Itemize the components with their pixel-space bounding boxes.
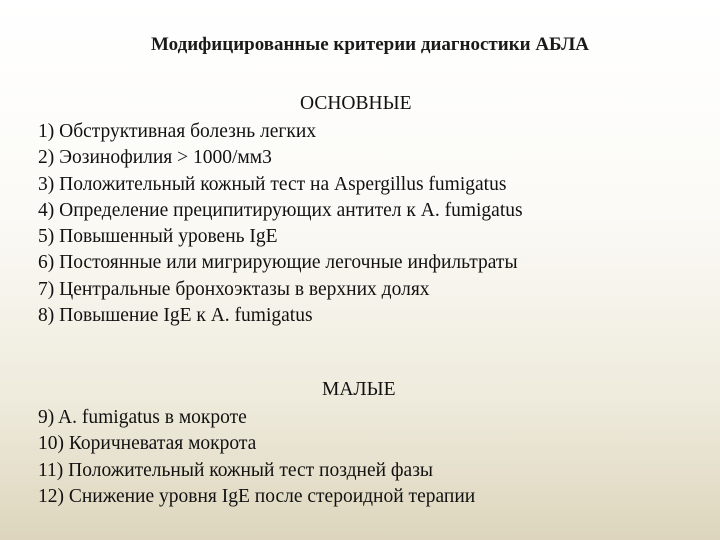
slide-title-text: Модифицированные критерии диагностики АБЛА [150,34,590,55]
slide-title [0,34,720,56]
list-item: 12) Снижение уровня IgE после стероидной терапии [38,485,476,507]
list-item: 1) Обструктивная болезнь легких [38,121,317,142]
list-item: 4) Определение преципитирующих антител к A. fumigatus [38,199,523,221]
minor-criteria-heading: МАЛЫЕ [322,379,396,400]
list-item: 10) Коричневатая мокрота [38,433,257,455]
list-item: 3) Положительный кожный тест на Aspergillus fumigatus [38,173,507,195]
main-criteria-heading: ОСНОВНЫЕ [300,93,412,114]
list-item: 8) Повышение IgE к A. fumigatus [38,305,313,327]
list-item: 9) A. fumigatus в мокроте [38,407,247,428]
list-item: 11) Положительный кожный тест поздней фазы [38,459,434,481]
list-item: 5) Повышенный уровень IgE [38,226,278,248]
main-criteria-list [38,119,523,329]
list-item: 2) Эозинофилия > 1000/мм3 [38,147,272,169]
list-item: 6) Постоянные или мигрирующие легочные инфильтраты [38,252,518,274]
minor-criteria-list [38,405,475,510]
list-item: 7) Центральные бронхоэктазы в верхних долях [38,278,430,300]
